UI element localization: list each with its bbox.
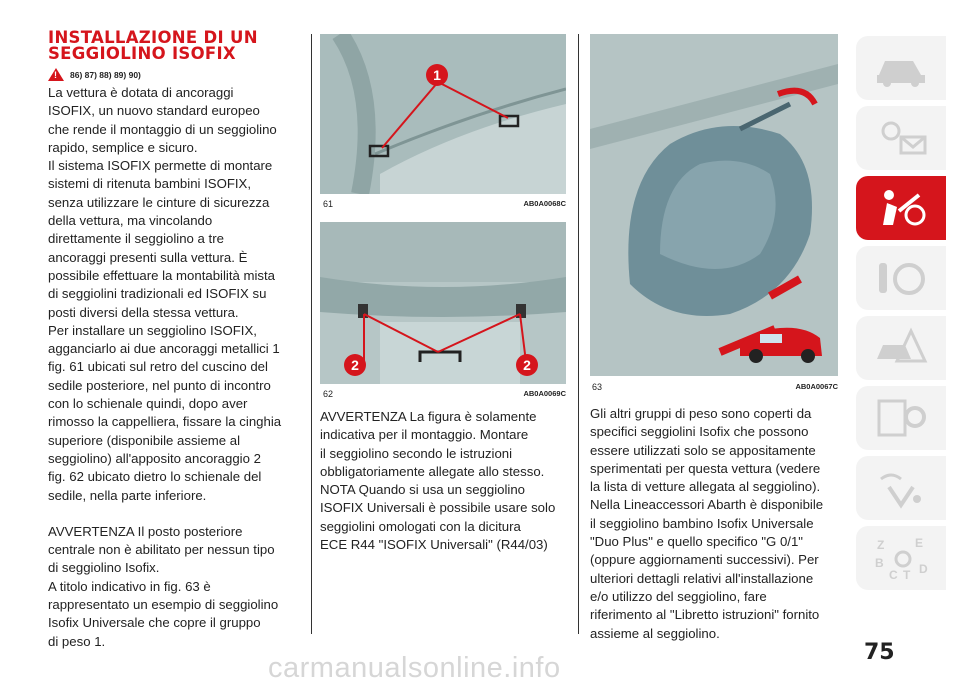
tab-multimedia[interactable]: [856, 456, 946, 520]
tab-dashboard[interactable]: [856, 106, 946, 170]
title-line-1: INSTALLAZIONE DI UN: [48, 28, 258, 47]
figure-code: AB0A0068C: [523, 199, 566, 208]
airbag-safety-icon: [871, 185, 931, 231]
warning-glyph: !: [54, 70, 57, 80]
tab-index[interactable]: [856, 526, 946, 590]
column-divider-2: [578, 34, 579, 634]
figure-code: AB0A0067C: [795, 382, 838, 391]
chapter-sidebar: [856, 36, 946, 596]
caption-63: [592, 382, 838, 392]
multimedia-icon: [871, 465, 931, 511]
index-letter: E: [915, 536, 924, 550]
figure-63: [590, 34, 838, 376]
warning-ref-numbers: 86) 87) 88) 89) 90): [70, 69, 141, 80]
index-letter: C: [889, 568, 898, 581]
paragraph-intro: La vettura è dotata di ancoraggi ISOFIX, un nuovo standard europeo che rende il montaggio di un seggiolino rapido, semplice e sicuro. Il sistema ISOFIX permette di montare sistemi di ritenuta bambini ISOFIX, senza utilizzare le cinture di sicurezza della vettura, ma vincolando direttamente il seggiolino a tre ancoraggi presenti sulla vettura. È possibile effettuare la montabilità mista di seggiolini tradizionali ed ISOFIX su posti diversi della stessa vettura. Per installare un seggiolino ISOFIX, agganciarlo ai due ancoraggi metallici 1 fig. 61 ubicati sul retro del cuscino del sedile posteriore, nel punto di incontro con lo schienale quindi, dopo aver rimosso la cappelliera, fissare la cinghia superiore (disponibile assieme al seggiolino) all'apposito ancoraggio 2 fig. 62 ubicato dietro lo schienale del sedile, nella parte inferiore.: [48, 85, 282, 503]
index-letter: B: [875, 556, 884, 570]
caption-62: [323, 389, 566, 399]
tab-safety[interactable]: [856, 176, 946, 240]
tab-emergency[interactable]: [856, 316, 946, 380]
title-line-2: SEGGIOLINO ISOFIX: [48, 44, 236, 63]
column-divider: [311, 34, 312, 634]
tab-car-knowledge[interactable]: [856, 36, 946, 100]
isofix-child-seat-illustration: [590, 34, 838, 376]
page-number: 75: [864, 640, 895, 665]
paragraph-warning: AVVERTENZA Il posto posteriore centrale non è abilitato per nessun tipo di seggiolino Isofix. A titolo indicativo in fig. 63 è rappresentato un esempio di seggiolino Isofix Universale che copre il gruppo di peso 1.: [48, 523, 279, 649]
caption-61: [323, 199, 566, 209]
index-letter: Z: [877, 538, 885, 552]
column-2: [320, 408, 566, 554]
figure-62: [320, 222, 566, 384]
figure-number: 62: [323, 389, 334, 399]
rear-seat-anchors-illustration: [320, 34, 566, 194]
emergency-icon: [871, 325, 931, 371]
warning-lights-icon: [871, 115, 931, 161]
warning-refs: [48, 68, 308, 81]
warning-icon: [48, 68, 64, 81]
paragraph-figure-note: AVVERTENZA La figura è solamente indicativa per il montaggio. Montare il seggiolino secondo le istruzioni obbligatoriamente allegate allo stesso. NOTA Quando si usa un seggiolino ISOFIX Universali è possibile usare solo seggiolini omologati con la dicitura ECE R44 "ISOFIX Universali" (R44/03): [320, 409, 556, 553]
car-icon: [871, 45, 931, 91]
section-title: [48, 30, 308, 62]
figure-61: [320, 34, 566, 194]
figure-code: AB0A0069C: [523, 389, 566, 398]
paragraph-other-seats: Gli altri gruppi di peso sono coperti da specifici seggiolini Isofix che possono essere utilizzati solo se appositamente sperimentati per questa vettura (vedere la lista di vetture allegata al seggiolino). Nella Lineaccessori Abarth è disponibile il seggiolino bambino Isofix Universale "Duo Plus" e quello specifico "G 0/1" (oppure aggiornamenti successivi). Per ulteriori dettagli relativi all'installazione e/o utilizzo del seggiolino, fare riferimento al "Libretto istruzioni" fornito assieme al seggiolino.: [590, 406, 824, 641]
tab-maintenance[interactable]: [856, 386, 946, 450]
key-steering-icon: [871, 255, 931, 301]
index-icon: [871, 535, 931, 581]
index-letter: T: [903, 568, 911, 581]
callout-2-left: 2: [344, 354, 366, 376]
figure-number: 63: [592, 382, 603, 392]
watermark: carmanualsonline.info: [268, 652, 561, 684]
index-letter: D: [919, 562, 928, 576]
maintenance-icon: [871, 395, 931, 441]
callout-1: 1: [426, 64, 448, 86]
tab-starting-driving[interactable]: [856, 246, 946, 310]
column-3: [590, 405, 838, 643]
column-1: [48, 30, 308, 651]
figure-number: 61: [323, 199, 334, 209]
callout-2-right: 2: [516, 354, 538, 376]
